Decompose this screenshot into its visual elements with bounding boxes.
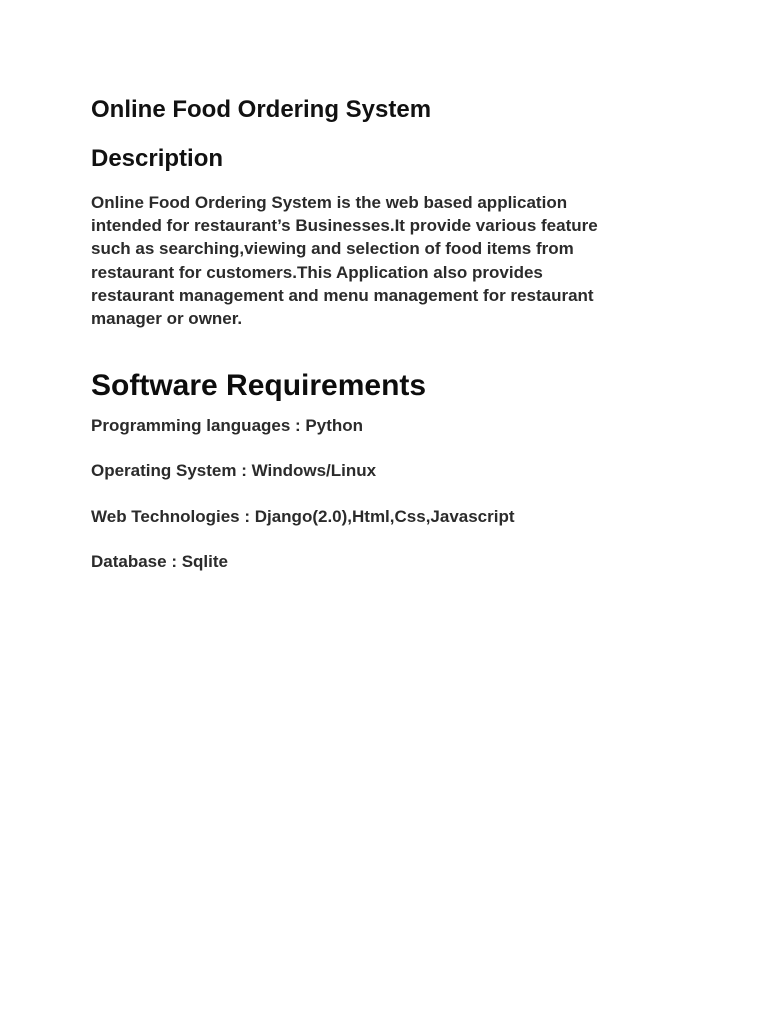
requirement-database: Database : Sqlite: [91, 552, 228, 571]
description-line: Online Food Ordering System is the web based application: [91, 193, 568, 212]
software-requirements-heading: Software Requirements: [91, 369, 427, 402]
description-paragraph: [91, 191, 691, 330]
description-heading: Description: [91, 145, 224, 172]
description-line: such as searching,viewing and selection of food items from: [91, 239, 574, 259]
requirement-web-technologies: Web Technologies : Django(2.0),Html,Css,Javascript: [91, 507, 515, 526]
document-title: Online Food Ordering System: [91, 96, 432, 123]
description-line: restaurant for customers.This Application also provides: [91, 262, 543, 282]
description-line: intended for restaurant’s Businesses.It provide various feature: [91, 216, 598, 236]
description-line: manager or owner.: [91, 309, 243, 329]
description-line: restaurant management and menu management for restaurant: [91, 285, 594, 305]
requirement-operating-system: Operating System : Windows/Linux: [91, 461, 377, 480]
requirement-programming-languages: Programming languages : Python: [91, 416, 364, 435]
